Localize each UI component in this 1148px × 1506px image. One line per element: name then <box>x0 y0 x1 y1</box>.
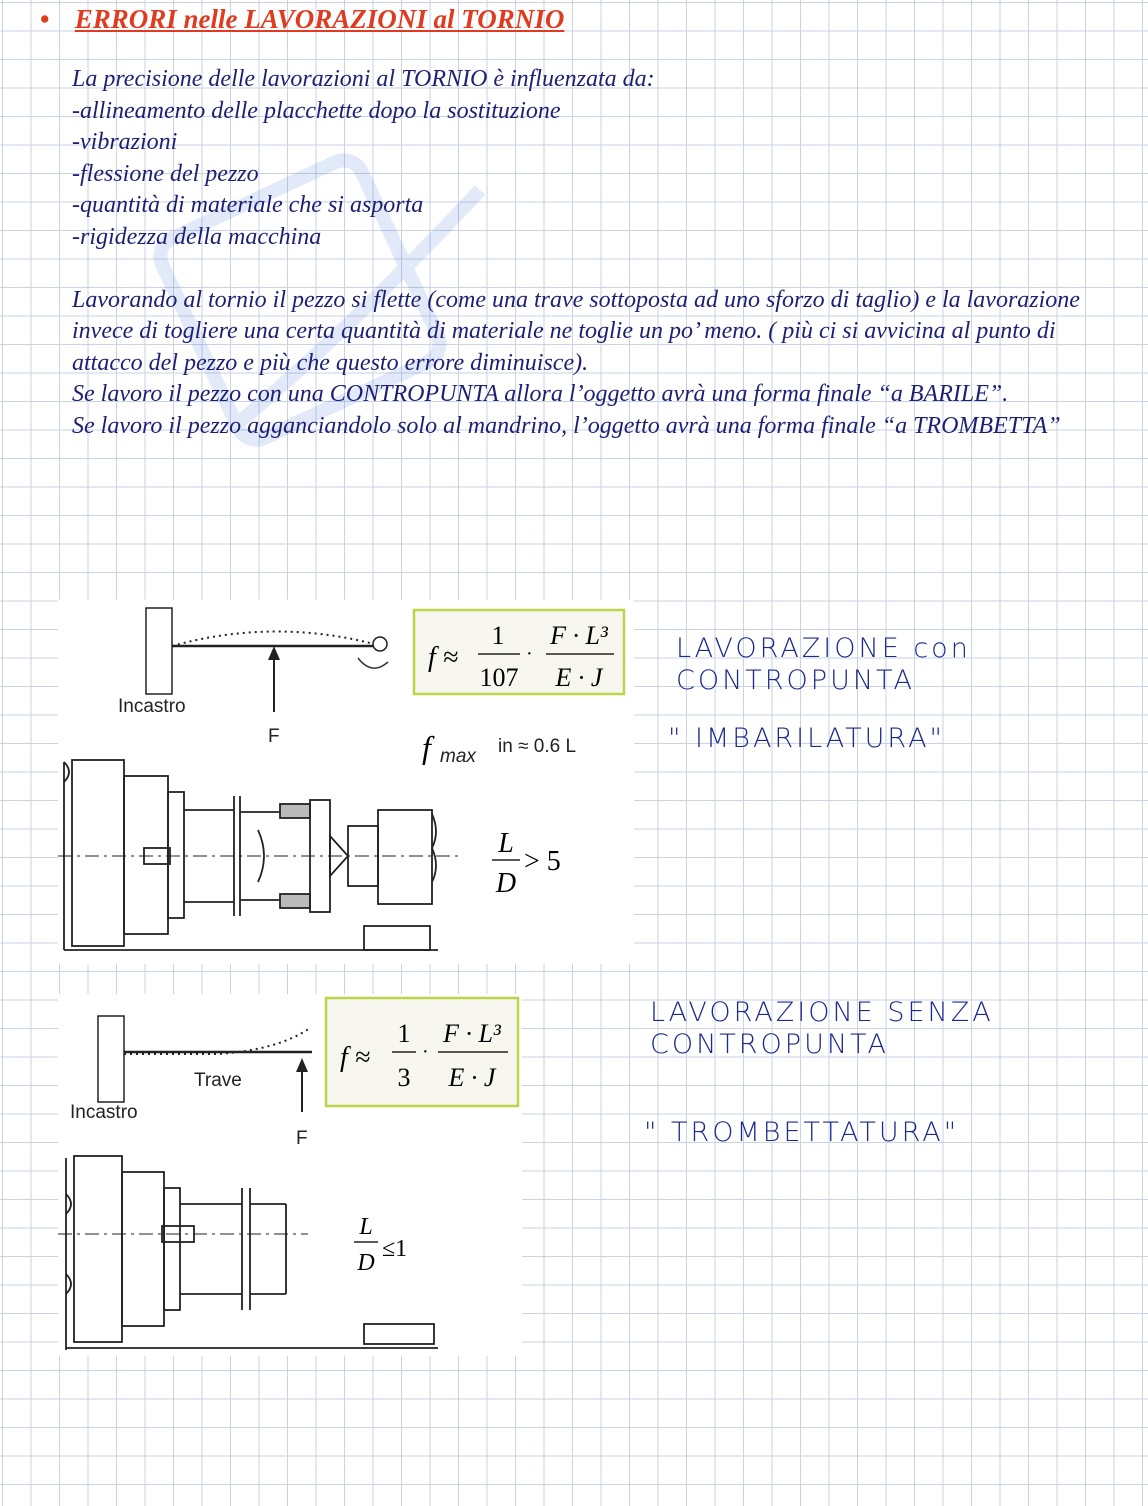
notes-body <box>72 64 1112 442</box>
formula-num2: F · L³ <box>550 621 608 650</box>
wall-block <box>98 1016 124 1102</box>
handwritten-note: CONTROPUNTA <box>676 665 915 696</box>
formula-dot: · <box>526 643 533 665</box>
bullet: • <box>40 4 50 34</box>
handwritten-note: CONTROPUNTA <box>650 1029 889 1060</box>
formula-lhs: f ≈ <box>428 642 459 673</box>
deflection-curve <box>124 1028 310 1054</box>
pin-support <box>373 637 387 651</box>
formula-lhs: f ≈ <box>340 1042 371 1073</box>
figure2-drawing <box>58 994 522 1356</box>
force-label: F <box>268 726 280 747</box>
force-arrow-head <box>296 1058 308 1072</box>
handwritten-note: LAVORAZIONE con <box>676 633 971 664</box>
paragraph: Se lavoro il pezzo agganciandolo solo al mandrino, l’oggetto avrà una forma finale “a TROMBETTA” <box>72 412 1061 439</box>
formula-dot: · <box>422 1041 429 1063</box>
fmax-subscript: max <box>440 746 476 767</box>
lathe-drawing <box>58 760 458 950</box>
list-item: -quantità di materiale che si asporta <box>72 192 424 218</box>
intro-lead: La precisione delle lavorazioni al TORNIO è influenzata da: <box>72 66 655 92</box>
handwritten-note: " IMBARILATURA" <box>668 723 945 754</box>
wall-block <box>146 608 172 694</box>
trave-label: Trave <box>194 1070 242 1091</box>
figure-with-tailstock <box>58 600 634 964</box>
formula-num: 1 <box>397 1019 411 1048</box>
deflection-curve <box>172 631 374 646</box>
incastro-label: Incastro <box>118 696 186 717</box>
ratio-num: L <box>498 828 514 859</box>
formula-num2: F · L³ <box>443 1019 501 1048</box>
incastro-label: Incastro <box>70 1102 138 1123</box>
list-item: -rigidezza della macchina <box>72 223 322 250</box>
ratio-rel: > 5 <box>524 846 561 877</box>
handwritten-note: " TROMBETTATURA" <box>644 1117 960 1148</box>
figure-without-tailstock <box>58 994 522 1356</box>
list-item: -vibrazioni <box>72 129 178 155</box>
paragraph: Se lavoro il pezzo con una CONTROPUNTA allora l’oggetto avrà una forma finale “a BARILE”. <box>72 381 1009 407</box>
rotation-arrow <box>358 658 388 668</box>
ratio-num: L <box>359 1214 373 1240</box>
formula-den2: E · J <box>555 663 603 692</box>
formula-num: 1 <box>491 621 505 650</box>
force-arrow-head <box>268 646 280 660</box>
fmax-text: in ≈ 0.6 L <box>498 736 577 757</box>
formula-den: 3 <box>397 1063 411 1092</box>
ratio-den: D <box>357 1250 375 1276</box>
formula-den2: E · J <box>448 1063 496 1092</box>
page-title: ERRORI nelle LAVORAZIONI al TORNIO <box>74 4 565 34</box>
ratio-den: D <box>495 868 517 899</box>
fmax-symbol: f <box>422 729 431 765</box>
lathe-drawing <box>58 1156 438 1350</box>
figure1-drawing <box>58 600 634 964</box>
formula-den: 107 <box>479 663 519 692</box>
ratio-rel: ≤1 <box>382 1236 408 1262</box>
heading <box>40 4 564 35</box>
list-item: -flessione del pezzo <box>72 160 259 187</box>
handwritten-note: LAVORAZIONE SENZA <box>650 997 994 1028</box>
paragraph: Lavorando al tornio il pezzo si flette (come una trave sottoposta ad uno sforzo di taglio) e la lavorazione invece di togliere una certa quantità di materiale ne toglie un po’ meno. ( più ci si avvicina al punto di attacco del pezzo e più che questo errore diminuisce). <box>72 286 1080 376</box>
force-label: F <box>296 1128 308 1149</box>
list-item: -allineamento delle placchette dopo la sostituzione <box>72 97 561 124</box>
